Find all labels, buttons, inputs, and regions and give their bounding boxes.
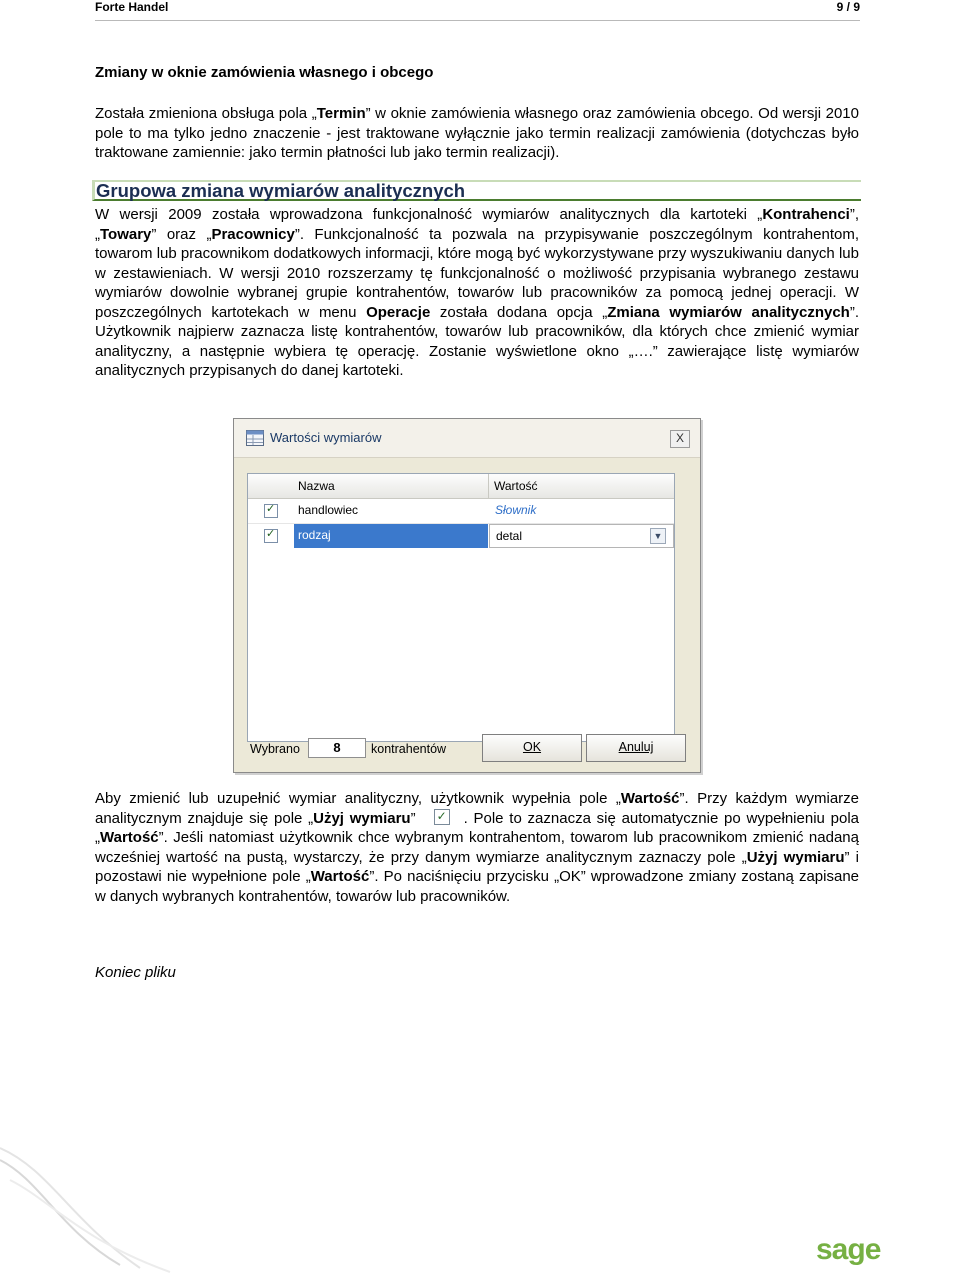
bold-term: Pracownicy [211, 225, 295, 243]
bold-term: Termin [316, 105, 366, 122]
text: ” oraz „ [151, 225, 212, 243]
bold-term: Wartość [310, 868, 370, 885]
grid-row[interactable] [248, 499, 674, 524]
paragraph-dimensions [95, 205, 859, 381]
end-of-file-note: Koniec pliku [95, 964, 176, 981]
selected-unit: kontrahentów [371, 742, 447, 756]
text: ” w oknie zamówienia własnego oraz zamówienia obcego. Od wersji 2010 pole to ma tylko jedno znaczenie - jest traktowane wyłącznie jako termin realizacji zamówienia (dotychczas było traktowane zamiennie: jako termin płatności lub jako termin realizacji). [95, 105, 859, 161]
dialog-titlebar [234, 419, 700, 458]
paragraph-usage [95, 789, 859, 906]
grid-header [248, 474, 674, 499]
text: . Pole to zaznacza się automatycznie po wypełnieniu pola „ [95, 809, 859, 846]
cancel-label: Anuluj [618, 740, 654, 754]
text: została dodana opcja „ [430, 303, 608, 321]
text: ”. Jeśli natomiast użytkownik chce wybranym kontrahentom, towarom lub pracownikom zmienić nadaną wcześniej wartość na pustą, wystarczy, że przy danym wymiarze analitycznym zaznaczy pole „ [95, 829, 859, 866]
text: ”. Użytkownik najpierw zaznacza listę kontrahentów, towarów lub pracowników, dla których chce zmienić wymiar analityczny, a następnie wybiera tę operację. Zostanie wyświetlone okno „….” zawierające listę wymiarów analitycznych przypisanych do danej kartoteki. [95, 303, 859, 379]
chevron-down-icon[interactable]: ▼ [650, 528, 666, 544]
dialog-title: Wartości wymiarów [270, 430, 382, 445]
bold-term: Użyj wymiaru [313, 809, 411, 827]
decorative-swoosh [0, 1140, 940, 1275]
column-header-name[interactable]: Nazwa [298, 479, 335, 493]
text: Aby zmienić lub uzupełnić wymiar analityczny, użytkownik wypełnia pole „ [95, 790, 621, 807]
bold-term: Kontrahenci [762, 206, 850, 223]
bold-term: Zmiana wymiarów analitycznych [607, 303, 850, 321]
ok-button[interactable] [482, 734, 582, 762]
text: Została zmieniona obsługa pola „ [95, 105, 317, 122]
checkbox-icon [434, 809, 450, 825]
ok-label: OK [522, 740, 542, 754]
text: ”. Przy każdym wymiarze analitycznym znajduje się pole „ [95, 790, 859, 827]
bold-term: Wartość [100, 829, 159, 846]
column-divider [488, 474, 489, 498]
text: ” i pozostawi nie wypełnione pole „ [95, 848, 859, 885]
bold-term: Użyj wymiaru [746, 848, 845, 866]
section-title-orders: Zmiany w oknie zamówienia własnego i obcego [95, 64, 434, 81]
dimensions-grid [247, 473, 675, 742]
dimension-value-editor[interactable] [489, 524, 674, 548]
selected-label: Wybrano [250, 742, 300, 756]
grid-row-selected[interactable] [248, 524, 674, 548]
dimension-name: rodzaj [294, 524, 488, 548]
text: ”. Po naciśnięciu przycisku „OK” wprowadzone zmiany zostaną zapisane w danych wybranych kontrahentów, towarów lub pracowników. [95, 868, 860, 905]
svg-text:sage: sage [816, 1233, 881, 1266]
section-heading-bar [92, 180, 861, 201]
use-dimension-checkbox[interactable] [264, 504, 278, 518]
header-page-number: 9 / 9 [836, 0, 860, 14]
column-header-value[interactable]: Wartość [494, 479, 538, 493]
use-dimension-checkbox[interactable] [264, 529, 278, 543]
text: ” [410, 809, 416, 827]
bold-term: Operacje [366, 303, 431, 321]
bold-term: Towary [100, 225, 152, 243]
page-header [95, 0, 860, 21]
sage-logo [816, 1233, 892, 1267]
paragraph-orders [95, 104, 859, 163]
text: ”, „ [95, 206, 859, 243]
text: ”. Funkcjonalność ta pozwala na przypisywanie poszczególnym kontrahentom, towarom lub pracownikom dodatkowych informacji, które mogą być wykorzystywane przy wyszukiwaniu danych lub w zestawieniach. W wersji 2010 rozszerzamy tę funkcjonalność o możliwość przypisania wybranego zestawu wymiarów dowolnie wybranej grupie kontrahentów, towarów lub pracowników za pomocą jednej operacji. W poszczególnych kartotekach w menu [95, 225, 859, 321]
close-button[interactable]: X [670, 430, 690, 448]
selected-count: 8 [308, 738, 366, 758]
dimension-value: detal [496, 529, 523, 543]
header-product: Forte Handel [95, 0, 169, 14]
section-title-dimensions: Grupowa zmiana wymiarów analitycznych [96, 180, 466, 201]
dimension-name: handlowiec [298, 503, 359, 517]
dialog-footer [234, 733, 700, 767]
cancel-button[interactable] [586, 734, 686, 762]
grid-window-icon [246, 430, 264, 446]
dimension-values-dialog [233, 418, 701, 773]
dimension-value[interactable]: Słownik [495, 503, 537, 517]
bold-term: Wartość [620, 790, 680, 807]
text: W wersji 2009 została wprowadzona funkcjonalność wymiarów analitycznych dla kartoteki „ [95, 206, 763, 223]
